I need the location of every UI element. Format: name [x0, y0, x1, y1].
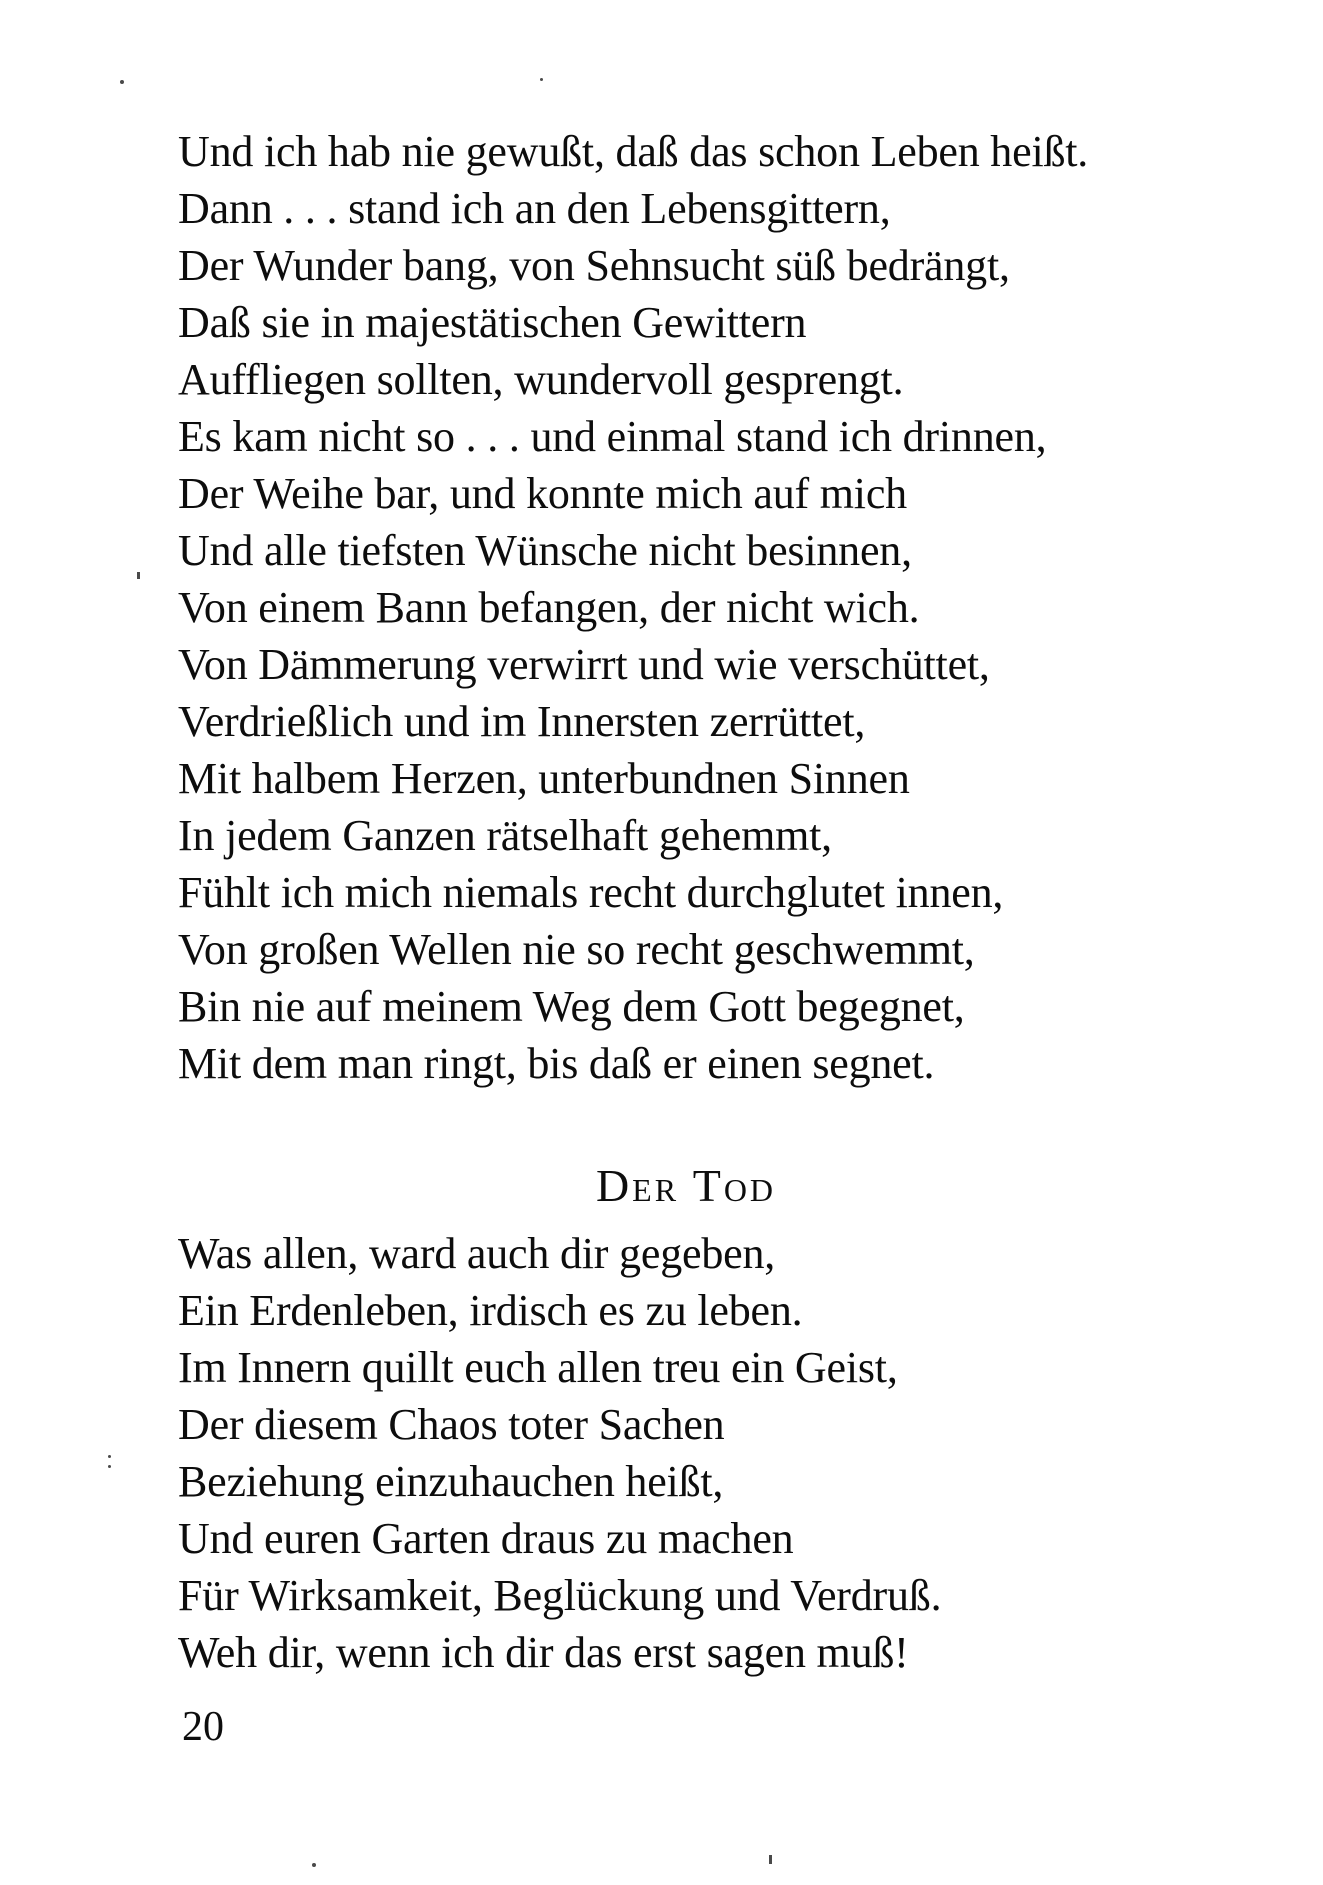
poem-line: Mit halbem Herzen, unterbundnen Sinnen [178, 754, 910, 803]
scan-speck [540, 78, 543, 81]
poem-line: Mit dem man ringt, bis daß er einen segnet. [178, 1039, 935, 1088]
poem-line: Dann . . . stand ich an den Lebensgittern, [178, 184, 891, 233]
scan-speck [137, 572, 140, 579]
poem-line: Auffliegen sollten, wundervoll gesprengt. [178, 355, 904, 404]
scan-speck [108, 1465, 111, 1468]
scan-speck [120, 80, 124, 84]
scan-speck [769, 1855, 772, 1864]
poem-line: Ein Erdenleben, irdisch es zu leben. [178, 1286, 803, 1335]
poem-line: Fühlt ich mich niemals recht durchglutet innen, [178, 868, 1004, 917]
poem-line: Daß sie in majestätischen Gewittern [178, 298, 807, 347]
poem-line: In jedem Ganzen rätselhaft gehemmt, [178, 811, 832, 860]
poem-stanza-1 [178, 123, 1088, 1092]
poem-line: Der diesem Chaos toter Sachen [178, 1400, 725, 1449]
poem-line: Für Wirksamkeit, Beglückung und Verdruß. [178, 1571, 942, 1620]
poem-line: Weh dir, wenn ich dir das erst sagen muß! [178, 1628, 909, 1677]
poem-line: Von einem Bann befangen, der nicht wich. [178, 583, 920, 632]
page-number: 20 [182, 1704, 224, 1750]
poem-line: Es kam nicht so . . . und einmal stand ich drinnen, [178, 412, 1047, 461]
poem-line: Was allen, ward auch dir gegeben, [178, 1229, 776, 1278]
poem-line: Der Wunder bang, von Sehnsucht süß bedrängt, [178, 241, 1010, 290]
poem-stanza-2 [178, 1225, 941, 1681]
poem-line: Von großen Wellen nie so recht geschwemmt, [178, 925, 975, 974]
poem-line: Von Dämmerung verwirrt und wie verschüttet, [178, 640, 990, 689]
scan-speck [108, 1455, 111, 1458]
poem-line: Verdrießlich und im Innersten zerrüttet, [178, 697, 866, 746]
poem-line: Beziehung einzuhauchen heißt, [178, 1457, 724, 1506]
poem-line: Bin nie auf meinem Weg dem Gott begegnet, [178, 982, 965, 1031]
poem-line: Der Weihe bar, und konnte mich auf mich [178, 469, 907, 518]
poem-line: Im Innern quillt euch allen treu ein Geist, [178, 1343, 898, 1392]
scan-speck [312, 1863, 316, 1867]
poem-title: Der Tod [595, 1160, 777, 1211]
poem-line: Und ich hab nie gewußt, daß das schon Leben heißt. [178, 127, 1089, 176]
poem-line: Und euren Garten draus zu machen [178, 1514, 794, 1563]
poem-line: Und alle tiefsten Wünsche nicht besinnen, [178, 526, 912, 575]
